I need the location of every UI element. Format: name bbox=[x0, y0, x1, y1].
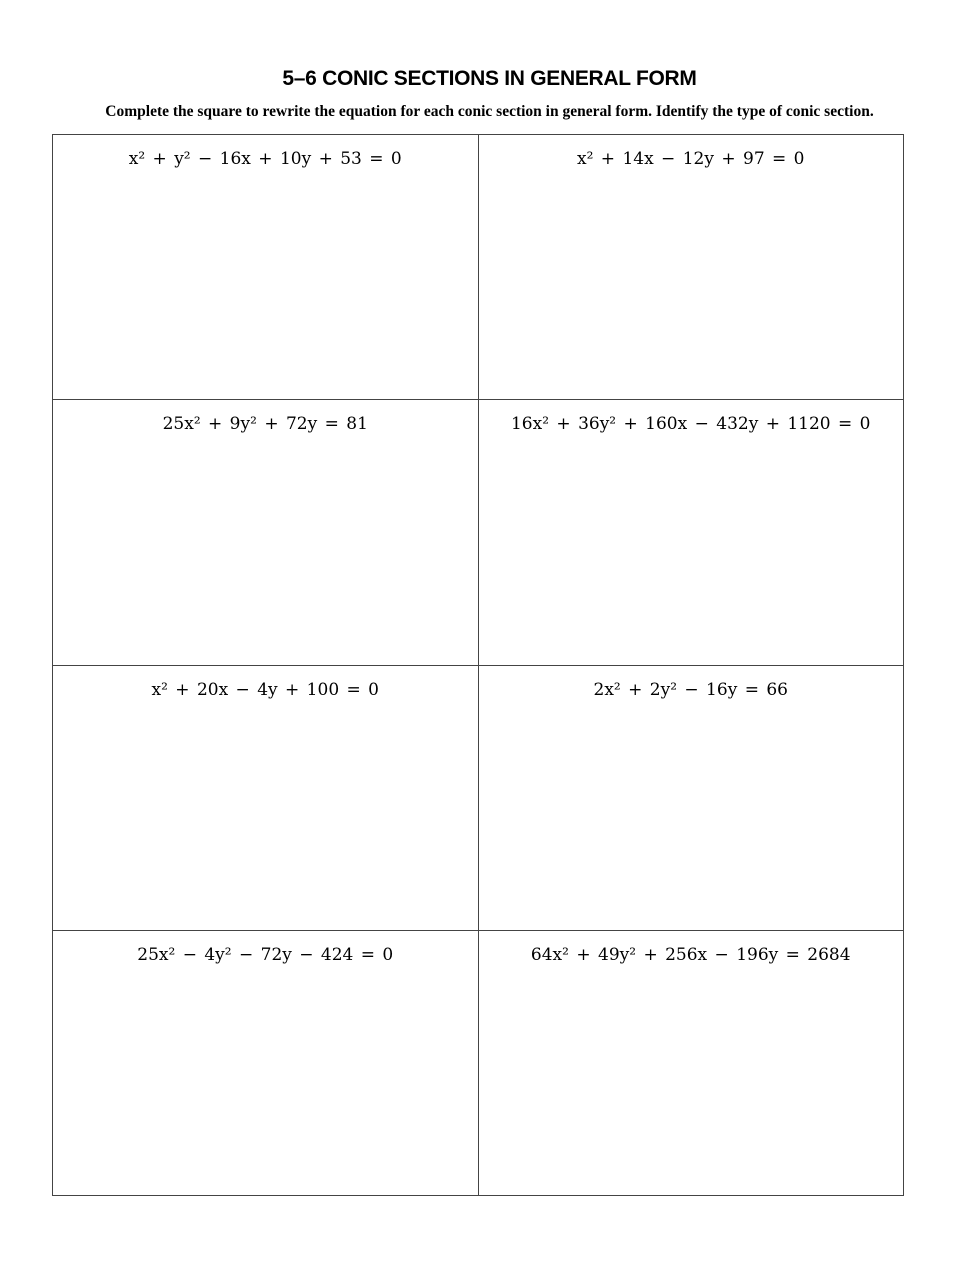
problem-grid bbox=[52, 134, 904, 1196]
equation-6: 2x² + 2y² − 16y = 66 bbox=[593, 679, 788, 700]
problem-cell-5[interactable] bbox=[53, 666, 479, 931]
problem-cell-3[interactable] bbox=[53, 400, 479, 665]
equation-5: x² + 20x − 4y + 100 = 0 bbox=[151, 679, 379, 700]
equation-2: x² + 14x − 12y + 97 = 0 bbox=[576, 149, 805, 169]
problem-cell-8[interactable] bbox=[479, 931, 905, 1196]
problem-cell-1[interactable] bbox=[53, 135, 479, 400]
problem-cell-7[interactable] bbox=[53, 931, 479, 1196]
problem-cell-6[interactable] bbox=[479, 666, 905, 931]
equation-3: 25x² + 9y² + 72y = 81 bbox=[162, 414, 368, 435]
problem-cell-2[interactable] bbox=[479, 135, 905, 400]
equation-4: 16x² + 36y² + 160x − 432y + 1120 = 0 bbox=[510, 414, 871, 435]
page-title: 5–6 CONIC SECTIONS IN GENERAL FORM bbox=[282, 67, 697, 90]
problem-cell-4[interactable] bbox=[479, 400, 905, 665]
instructions: Complete the square to rewrite the equation for each conic section in general form. Identify the type of conic section. bbox=[105, 103, 874, 120]
equation-7: 25x² − 4y² − 72y − 424 = 0 bbox=[137, 944, 394, 965]
equation-8: 64x² + 49y² + 256x − 196y = 2684 bbox=[530, 944, 851, 965]
equation-1: x² + y² − 16x + 10y + 53 = 0 bbox=[128, 149, 402, 169]
